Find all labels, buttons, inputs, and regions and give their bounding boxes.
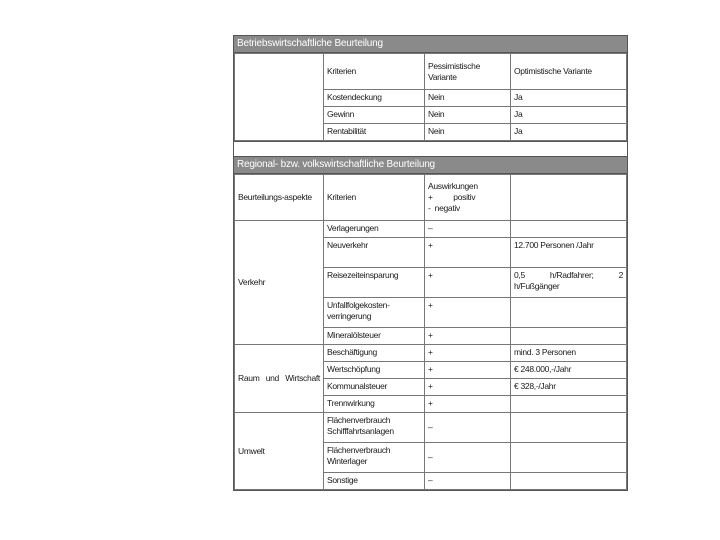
header-auswirkungen [425, 175, 511, 221]
value-cell: 0,5 h/Radfahrer; 2 h/Fußgänger [511, 268, 627, 298]
effect-cell: – [425, 473, 511, 490]
section-gap [234, 141, 627, 157]
table-row [235, 221, 627, 238]
effect-cell: + [425, 396, 511, 413]
aspect-cell: Raum und Wirtschaft [235, 345, 324, 413]
aspect-cell: Umwelt [235, 413, 324, 490]
business-header-row [235, 54, 627, 90]
criterion-cell: Kommunalsteuer [324, 379, 425, 396]
opt-cell: Ja [511, 124, 627, 141]
criterion-cell: Flächenverbrauch Winterlager [324, 443, 425, 473]
table-row [235, 345, 627, 362]
header-aspekte: Beurteilungs-aspekte [235, 175, 324, 221]
business-table [234, 53, 627, 141]
value-cell [511, 328, 627, 345]
criterion-cell: Gewinn [324, 107, 425, 124]
positiv-label: + positiv [428, 192, 476, 202]
pess-cell: Nein [425, 124, 511, 141]
value-cell [511, 221, 627, 238]
header-optimistic: Optimistische Variante [511, 54, 627, 90]
effect-cell: – [425, 443, 511, 473]
criterion-cell: Reisezeiteinsparung [324, 268, 425, 298]
table-row [235, 413, 627, 443]
value-cell [511, 298, 627, 328]
header-kriterien: Kriterien [324, 54, 425, 90]
criterion-cell: Trennwirkung [324, 396, 425, 413]
value-cell: mind. 3 Personen [511, 345, 627, 362]
regional-header-row [235, 175, 627, 221]
effect-cell: + [425, 362, 511, 379]
effect-cell: + [425, 345, 511, 362]
opt-cell: Ja [511, 107, 627, 124]
effect-cell: + [425, 268, 511, 298]
criterion-cell: Rentabilität [324, 124, 425, 141]
regional-table [234, 174, 627, 490]
section-title-regional: Regional- bzw. volkswirtschaftliche Beurteilung [234, 157, 627, 174]
criterion-cell: Beschäftigung [324, 345, 425, 362]
value-cell [511, 473, 627, 490]
criterion-cell: Unfallfolgekosten-verringerung [324, 298, 425, 328]
value-cell [511, 413, 627, 443]
value-cell: € 328,-/Jahr [511, 379, 627, 396]
effect-cell: + [425, 238, 511, 268]
header-pessimistic: Pessimistische Variante [425, 54, 511, 90]
document-page [233, 35, 628, 491]
criterion-cell: Mineralölsteuer [324, 328, 425, 345]
criterion-cell: Kostendeckung [324, 90, 425, 107]
effect-cell: – [425, 413, 511, 443]
value-cell: 12.700 Personen /Jahr [511, 238, 627, 268]
criterion-cell: Verlagerungen [324, 221, 425, 238]
pess-cell: Nein [425, 90, 511, 107]
auswirkungen-label: Auswirkungen [428, 181, 478, 191]
effect-cell: + [425, 328, 511, 345]
value-cell [511, 443, 627, 473]
criterion-cell: Neuverkehr [324, 238, 425, 268]
effect-cell: + [425, 298, 511, 328]
criterion-cell: Wertschöpfung [324, 362, 425, 379]
pess-cell: Nein [425, 107, 511, 124]
header-kriterien: Kriterien [324, 175, 425, 221]
empty-cell [235, 54, 324, 141]
value-cell: € 248.000,-/Jahr [511, 362, 627, 379]
empty-cell [511, 175, 627, 221]
criterion-cell: Flächenverbrauch Schifffahrtsanlagen [324, 413, 425, 443]
criterion-cell: Sonstige [324, 473, 425, 490]
negativ-label: - negativ [428, 203, 460, 213]
value-cell [511, 396, 627, 413]
aspect-cell: Verkehr [235, 221, 324, 345]
effect-cell: – [425, 221, 511, 238]
section-title-business: Betriebswirtschaftliche Beurteilung [234, 36, 627, 53]
opt-cell: Ja [511, 90, 627, 107]
effect-cell: + [425, 379, 511, 396]
